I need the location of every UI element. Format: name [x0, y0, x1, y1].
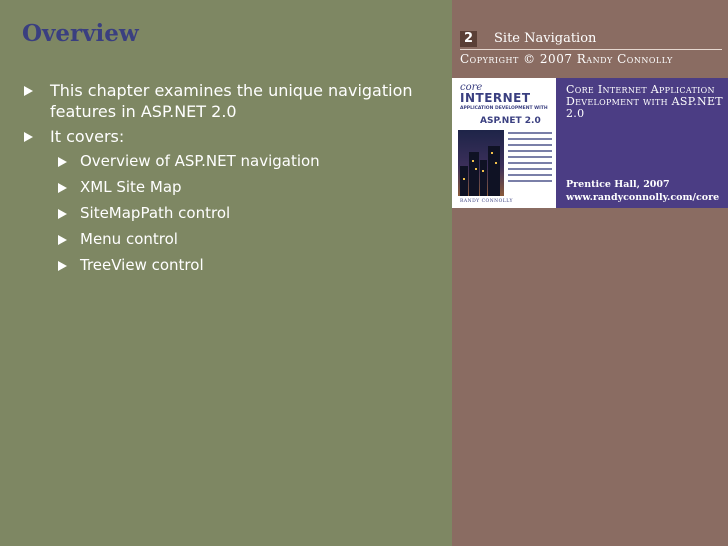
- sub-bullet-text: Overview of ASP.NET navigation: [80, 152, 320, 170]
- city-skyline-photo: [458, 130, 504, 196]
- bullet-arrow-icon: [58, 209, 67, 219]
- book-title: Core Internet Application Development with ASP.NET 2.0: [566, 83, 723, 120]
- building-shape: [480, 160, 487, 196]
- cover-aspnet-text: ASP.NET 2.0: [480, 116, 541, 126]
- bullet-item: [22, 80, 442, 122]
- window-light: [482, 170, 484, 172]
- window-light: [491, 152, 493, 154]
- bullet-arrow-icon: [58, 261, 67, 271]
- header-divider: [460, 49, 722, 50]
- window-light: [472, 160, 474, 162]
- cover-internet-text: INTERNET: [460, 91, 531, 105]
- sub-bullet-text: Menu control: [80, 230, 178, 248]
- bullet-arrow-icon: [58, 183, 67, 193]
- cover-subtitle-text: APPLICATION DEVELOPMENT WITH: [460, 106, 548, 111]
- book-cover-image: [452, 78, 556, 208]
- window-light: [463, 178, 465, 180]
- sub-bullet-item: [22, 151, 442, 172]
- cover-core-text: core: [460, 82, 483, 93]
- chapter-header: [460, 31, 722, 49]
- sub-bullet-text: XML Site Map: [80, 178, 182, 196]
- bullet-arrow-icon: [58, 157, 67, 167]
- building-shape: [460, 166, 468, 196]
- bullet-arrow-icon: [24, 132, 33, 142]
- sub-bullet-item: [22, 255, 442, 276]
- sub-bullet-item: [22, 177, 442, 198]
- sub-bullet-text: SiteMapPath control: [80, 204, 231, 222]
- copyright-notice: Copyright © 2007 Randy Connolly: [460, 52, 673, 66]
- sub-bullet-item: [22, 229, 442, 250]
- sub-bullet-item: [22, 203, 442, 224]
- bullet-arrow-icon: [24, 86, 33, 96]
- bullet-item: [22, 126, 442, 147]
- window-light: [475, 168, 477, 170]
- book-publisher: Prentice Hall, 2007: [566, 179, 670, 190]
- sub-bullet-text: TreeView control: [80, 256, 204, 274]
- bullet-text: This chapter examines the unique navigation features in ASP.NET 2.0: [50, 81, 413, 121]
- book-url: www.randyconnolly.com/core: [566, 192, 720, 203]
- window-light: [495, 162, 497, 164]
- cover-feature-list: [508, 132, 552, 186]
- cover-author-text: RANDY CONNOLLY: [460, 199, 513, 204]
- bullet-arrow-icon: [58, 235, 67, 245]
- book-info-panel: [556, 78, 728, 208]
- building-shape: [488, 146, 500, 196]
- building-shape: [469, 152, 479, 196]
- bullet-list: [22, 80, 442, 281]
- chapter-number: 2: [460, 31, 477, 47]
- slide-title: Overview: [22, 20, 139, 47]
- chapter-name: Site Navigation: [494, 31, 597, 46]
- bullet-text: It covers:: [50, 127, 125, 146]
